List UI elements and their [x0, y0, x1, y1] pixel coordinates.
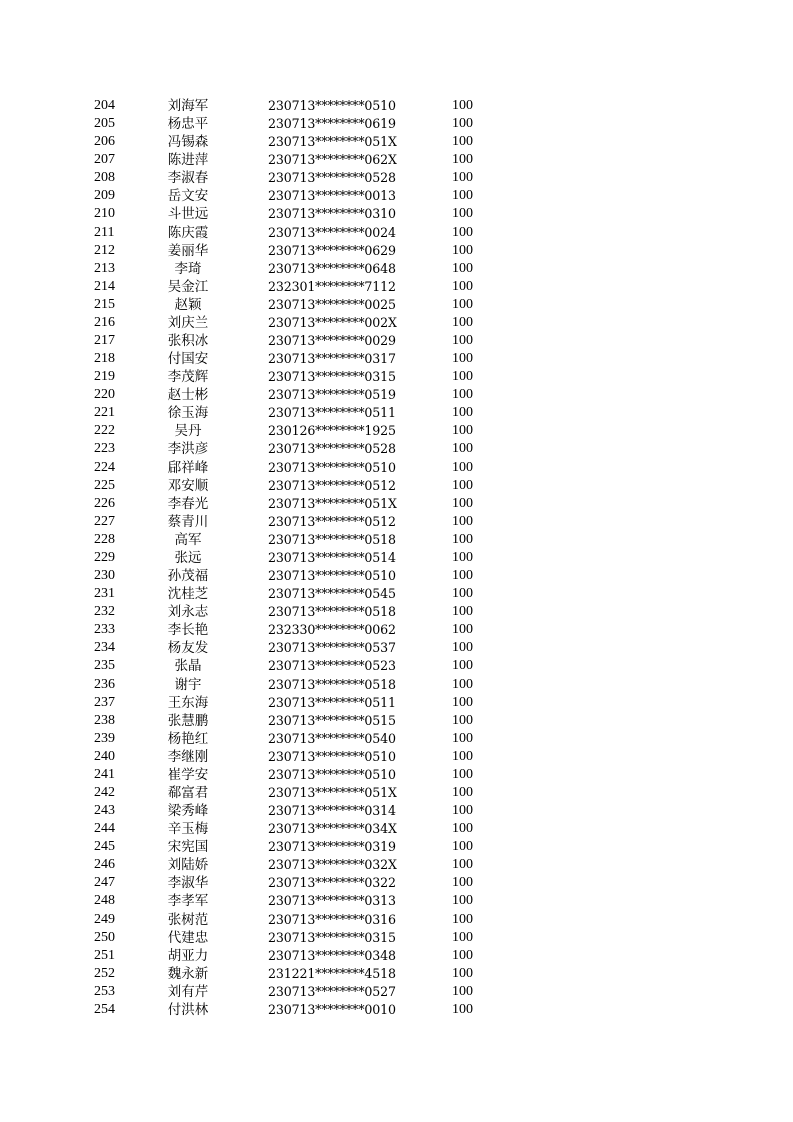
id-number: 230713********0523	[268, 658, 396, 674]
table-row	[0, 224, 793, 242]
id-number: 230713********0514	[268, 549, 396, 565]
person-name: 李琦	[174, 260, 202, 277]
amount: 100	[452, 748, 473, 764]
table-row	[0, 440, 793, 458]
row-number: 221	[94, 405, 115, 421]
row-number: 222	[94, 423, 115, 439]
amount: 100	[452, 694, 473, 710]
person-name: 刘陆娇	[167, 857, 209, 874]
table-row	[0, 169, 793, 187]
id-number: 230713********0510	[268, 568, 396, 584]
amount: 100	[452, 911, 473, 927]
row-number: 207	[94, 152, 115, 168]
id-number: 230713********0519	[268, 387, 396, 403]
id-number: 230713********0518	[268, 604, 396, 620]
row-number: 223	[94, 441, 115, 457]
id-number: 230713********0537	[268, 640, 396, 656]
amount: 100	[452, 224, 473, 240]
row-number: 211	[94, 224, 115, 240]
id-number: 230713********0527	[268, 983, 396, 999]
id-number: 230713********0510	[268, 98, 396, 113]
amount: 100	[452, 351, 473, 367]
row-number: 253	[94, 983, 115, 999]
table-row	[0, 694, 793, 712]
row-number: 226	[94, 495, 115, 511]
amount: 100	[452, 622, 473, 638]
row-number: 210	[94, 206, 115, 222]
table-row	[0, 549, 793, 567]
table-row	[0, 947, 793, 965]
amount: 100	[452, 188, 473, 204]
person-name: 郗富君	[167, 784, 209, 801]
table-row	[0, 477, 793, 495]
row-number: 241	[94, 766, 115, 782]
table-row	[0, 748, 793, 766]
row-number: 248	[94, 893, 115, 909]
row-number: 240	[94, 748, 115, 764]
id-number: 230713********0648	[268, 260, 396, 276]
amount: 100	[452, 947, 473, 963]
row-number: 204	[94, 98, 115, 113]
id-number: 230713********0619	[268, 116, 396, 132]
table-row	[0, 585, 793, 603]
table-row	[0, 567, 793, 585]
roster-table	[0, 97, 793, 1019]
person-name: 李洪彦	[167, 441, 209, 458]
amount: 100	[452, 170, 473, 186]
table-row	[0, 531, 793, 549]
person-name: 邓安顺	[167, 477, 209, 494]
table-row	[0, 97, 793, 115]
id-number: 230713********0518	[268, 676, 396, 692]
row-number: 232	[94, 604, 115, 620]
row-number: 236	[94, 676, 115, 692]
row-number: 244	[94, 821, 115, 837]
person-name: 沈桂芝	[167, 586, 209, 603]
amount: 100	[452, 965, 473, 981]
table-row	[0, 459, 793, 477]
table-row	[0, 260, 793, 278]
amount: 100	[452, 134, 473, 150]
person-name: 付洪林	[167, 1001, 209, 1018]
person-name: 吴丹	[174, 423, 202, 440]
id-number: 230713********0029	[268, 333, 396, 349]
row-number: 242	[94, 784, 115, 800]
person-name: 辛玉梅	[167, 821, 209, 838]
row-number: 243	[94, 803, 115, 819]
id-number: 230713********0319	[268, 839, 396, 855]
person-name: 胡亚力	[167, 947, 209, 964]
id-number: 230713********0348	[268, 947, 396, 963]
person-name: 张树范	[167, 911, 209, 928]
person-name: 杨忠平	[167, 116, 209, 133]
person-name: 王东海	[167, 694, 209, 711]
id-number: 230713********0310	[268, 206, 396, 222]
person-name: 代建忠	[167, 929, 209, 946]
table-row	[0, 983, 793, 1001]
id-number: 230713********0528	[268, 170, 396, 186]
id-number: 230713********0515	[268, 712, 396, 728]
amount: 100	[452, 857, 473, 873]
row-number: 206	[94, 134, 115, 150]
amount: 100	[452, 513, 473, 529]
id-number: 230713********0511	[268, 694, 396, 710]
id-number: 230713********051X	[268, 784, 397, 800]
person-name: 孙茂福	[167, 568, 209, 585]
row-number: 245	[94, 839, 115, 855]
table-row	[0, 278, 793, 296]
row-number: 252	[94, 965, 115, 981]
id-number: 230713********032X	[268, 857, 397, 873]
person-name: 陈庆霞	[167, 224, 209, 241]
table-row	[0, 242, 793, 260]
id-number: 230713********0545	[268, 586, 396, 602]
id-number: 230713********0013	[268, 188, 396, 204]
person-name: 刘海军	[167, 98, 209, 114]
person-name: 赵颖	[174, 296, 202, 313]
id-number: 230713********0510	[268, 459, 396, 475]
row-number: 217	[94, 333, 115, 349]
row-number: 213	[94, 260, 115, 276]
id-number: 230713********0518	[268, 531, 396, 547]
person-name: 谢宇	[174, 676, 202, 693]
id-number: 230713********0629	[268, 242, 396, 258]
person-name: 徐玉海	[167, 405, 209, 422]
id-number: 230713********0528	[268, 441, 396, 457]
id-number: 230713********0315	[268, 369, 396, 385]
person-name: 张远	[174, 549, 202, 566]
table-row	[0, 115, 793, 133]
table-row	[0, 603, 793, 621]
amount: 100	[452, 477, 473, 493]
table-row	[0, 766, 793, 784]
amount: 100	[452, 875, 473, 891]
amount: 100	[452, 405, 473, 421]
amount: 100	[452, 549, 473, 565]
table-row	[0, 368, 793, 386]
amount: 100	[452, 206, 473, 222]
person-name: 杨友发	[167, 640, 209, 657]
row-number: 251	[94, 947, 115, 963]
row-number: 219	[94, 369, 115, 385]
amount: 100	[452, 839, 473, 855]
table-row	[0, 350, 793, 368]
table-row	[0, 784, 793, 802]
table-row	[0, 495, 793, 513]
id-number: 232330********0062	[268, 622, 396, 638]
table-row	[0, 892, 793, 910]
row-number: 250	[94, 929, 115, 945]
row-number: 239	[94, 730, 115, 746]
person-name: 冯锡森	[167, 134, 209, 151]
row-number: 212	[94, 242, 115, 258]
person-name: 李长艳	[167, 622, 209, 639]
row-number: 225	[94, 477, 115, 493]
person-name: 高军	[174, 531, 202, 548]
table-row	[0, 838, 793, 856]
id-number: 230713********0322	[268, 875, 396, 891]
amount: 100	[452, 929, 473, 945]
table-row	[0, 513, 793, 531]
table-row	[0, 712, 793, 730]
row-number: 208	[94, 170, 115, 186]
table-row	[0, 856, 793, 874]
table-row	[0, 187, 793, 205]
id-number: 230713********062X	[268, 152, 397, 168]
person-name: 李淑春	[167, 170, 209, 187]
row-number: 224	[94, 459, 115, 475]
row-number: 216	[94, 314, 115, 330]
amount: 100	[452, 387, 473, 403]
amount: 100	[452, 242, 473, 258]
id-number: 230713********0314	[268, 803, 396, 819]
person-name: 李春光	[167, 495, 209, 512]
amount: 100	[452, 658, 473, 674]
amount: 100	[452, 423, 473, 439]
row-number: 205	[94, 116, 115, 132]
table-row	[0, 676, 793, 694]
row-number: 234	[94, 640, 115, 656]
amount: 100	[452, 459, 473, 475]
amount: 100	[452, 568, 473, 584]
table-row	[0, 820, 793, 838]
person-name: 付国安	[167, 351, 209, 368]
table-row	[0, 639, 793, 657]
row-number: 209	[94, 188, 115, 204]
amount: 100	[452, 604, 473, 620]
table-row	[0, 422, 793, 440]
amount: 100	[452, 730, 473, 746]
amount: 100	[452, 152, 473, 168]
id-number: 230713********051X	[268, 495, 397, 511]
person-name: 斗世远	[167, 206, 209, 223]
person-name: 张积冰	[167, 333, 209, 350]
amount: 100	[452, 983, 473, 999]
amount: 100	[452, 98, 473, 113]
amount: 100	[452, 640, 473, 656]
id-number: 230713********051X	[268, 134, 397, 150]
row-number: 246	[94, 857, 115, 873]
id-number: 230713********0540	[268, 730, 396, 746]
amount: 100	[452, 821, 473, 837]
amount: 100	[452, 441, 473, 457]
person-name: 刘有芹	[167, 983, 209, 1000]
id-number: 230713********0315	[268, 929, 396, 945]
person-name: 郈祥峰	[167, 459, 209, 476]
id-number: 230713********0317	[268, 351, 396, 367]
amount: 100	[452, 296, 473, 312]
table-row	[0, 657, 793, 675]
id-number: 231221********4518	[268, 965, 396, 981]
amount: 100	[452, 116, 473, 132]
id-number: 232301********7112	[268, 278, 396, 294]
amount: 100	[452, 333, 473, 349]
id-number: 230713********0316	[268, 911, 396, 927]
person-name: 宋宪国	[167, 839, 209, 856]
person-name: 李继刚	[167, 748, 209, 765]
id-number: 230713********0010	[268, 1001, 396, 1017]
table-row	[0, 314, 793, 332]
person-name: 赵士彬	[167, 387, 209, 404]
amount: 100	[452, 712, 473, 728]
id-number: 230713********034X	[268, 821, 397, 837]
amount: 100	[452, 676, 473, 692]
row-number: 215	[94, 296, 115, 312]
person-name: 李孝军	[167, 893, 209, 910]
row-number: 230	[94, 568, 115, 584]
amount: 100	[452, 766, 473, 782]
table-row	[0, 386, 793, 404]
amount: 100	[452, 495, 473, 511]
table-row	[0, 911, 793, 929]
row-number: 235	[94, 658, 115, 674]
table-row	[0, 929, 793, 947]
person-name: 张慧鹏	[167, 712, 209, 729]
row-number: 247	[94, 875, 115, 891]
row-number: 214	[94, 278, 115, 294]
amount: 100	[452, 260, 473, 276]
row-number: 220	[94, 387, 115, 403]
table-row	[0, 802, 793, 820]
amount: 100	[452, 803, 473, 819]
table-row	[0, 1001, 793, 1019]
table-row	[0, 205, 793, 223]
row-number: 237	[94, 694, 115, 710]
table-row	[0, 151, 793, 169]
person-name: 岳文安	[167, 188, 209, 205]
person-name: 梁秀峰	[167, 803, 209, 820]
table-row	[0, 730, 793, 748]
amount: 100	[452, 278, 473, 294]
row-number: 228	[94, 531, 115, 547]
id-number: 230713********0313	[268, 893, 396, 909]
id-number: 230713********0512	[268, 513, 396, 529]
person-name: 蔡青川	[167, 513, 209, 530]
table-row	[0, 332, 793, 350]
person-name: 刘永志	[167, 604, 209, 621]
person-name: 李茂辉	[167, 369, 209, 386]
person-name: 魏永新	[167, 965, 209, 982]
amount: 100	[452, 314, 473, 330]
row-number: 227	[94, 513, 115, 529]
id-number: 230713********0511	[268, 405, 396, 421]
table-row	[0, 296, 793, 314]
person-name: 杨艳红	[167, 730, 209, 747]
person-name: 刘庆兰	[167, 314, 209, 331]
amount: 100	[452, 369, 473, 385]
id-number: 230713********0512	[268, 477, 396, 493]
id-number: 230713********0024	[268, 224, 396, 240]
id-number: 230126********1925	[268, 423, 396, 439]
table-row	[0, 621, 793, 639]
person-name: 李淑华	[167, 875, 209, 892]
person-name: 崔学安	[167, 766, 209, 783]
amount: 100	[452, 784, 473, 800]
row-number: 254	[94, 1001, 115, 1017]
id-number: 230713********002X	[268, 314, 397, 330]
id-number: 230713********0025	[268, 296, 396, 312]
row-number: 229	[94, 549, 115, 565]
row-number: 233	[94, 622, 115, 638]
person-name: 陈进萍	[167, 152, 209, 169]
person-name: 张晶	[174, 658, 202, 675]
id-number: 230713********0510	[268, 766, 396, 782]
id-number: 230713********0510	[268, 748, 396, 764]
amount: 100	[452, 531, 473, 547]
row-number: 238	[94, 712, 115, 728]
row-number: 218	[94, 351, 115, 367]
table-row	[0, 133, 793, 151]
amount: 100	[452, 1001, 473, 1017]
row-number: 231	[94, 586, 115, 602]
table-row	[0, 404, 793, 422]
row-number: 249	[94, 911, 115, 927]
amount: 100	[452, 586, 473, 602]
person-name: 姜丽华	[167, 242, 209, 259]
amount: 100	[452, 893, 473, 909]
table-row	[0, 874, 793, 892]
table-row	[0, 965, 793, 983]
person-name: 吴金江	[167, 278, 209, 295]
